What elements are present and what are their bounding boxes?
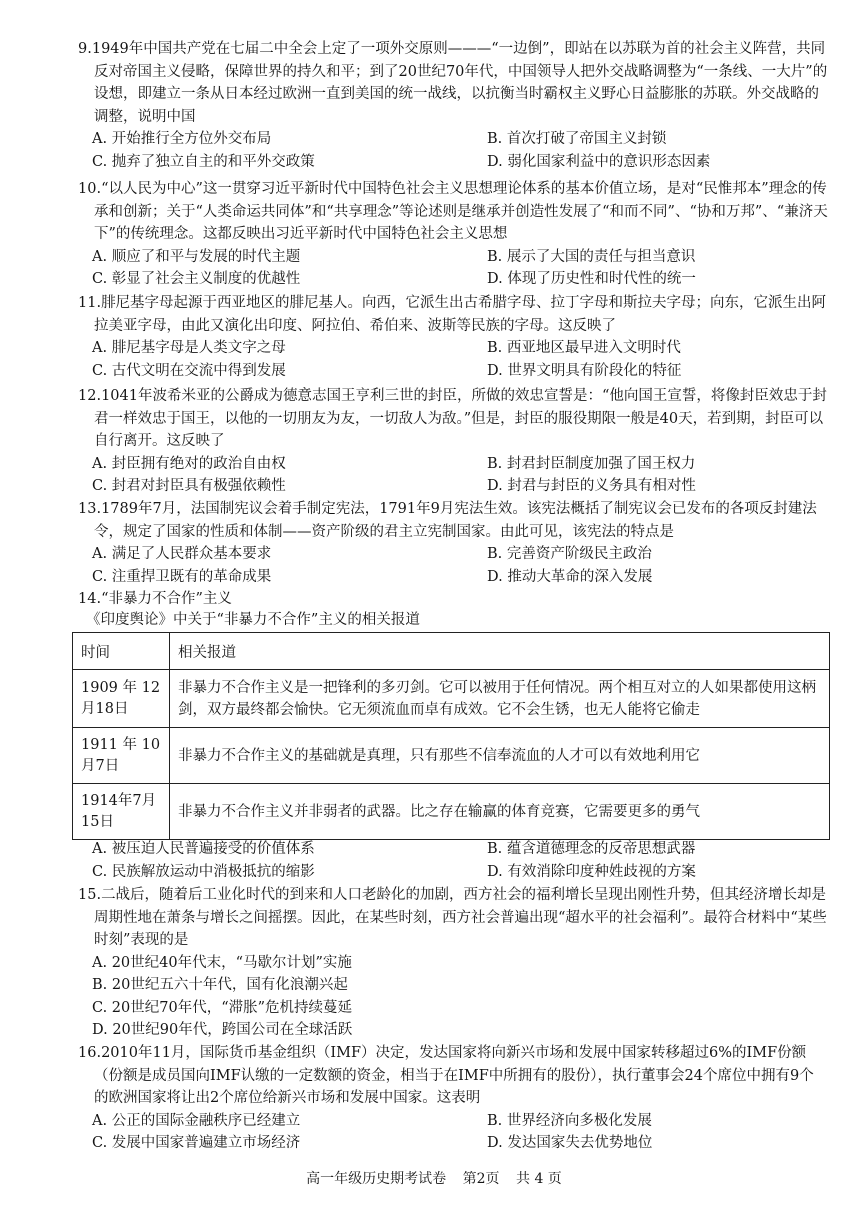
question-stem: 腓尼基字母起源于西亚地区的腓尼基人。向西，它派生出古希腊字母、拉丁字母和斯拉夫字母；向东，它派生出阿拉美亚字母，由此又演化出印度、阿拉伯、希伯来、波斯等民族的字母。这反映了 bbox=[94, 295, 827, 334]
options bbox=[78, 128, 828, 173]
footer-page-number: 第2页 bbox=[462, 1171, 500, 1187]
option-d[interactable]: D. 推动大革命的深入发展 bbox=[487, 568, 653, 585]
question-number: 13. bbox=[78, 501, 102, 517]
option-a[interactable]: A. 开始推行全方位外交布局 bbox=[92, 131, 272, 147]
table-header-row bbox=[73, 633, 830, 670]
table-cell-date: 1914年7月 15日 bbox=[73, 784, 170, 840]
option-b[interactable]: B. 蕴含道德理念的反帝思想武器 bbox=[487, 841, 696, 857]
option-c[interactable]: C. 古代文明在交流中得到发展 bbox=[92, 362, 286, 379]
question-10 bbox=[78, 178, 828, 291]
option-a[interactable]: A. 公正的国际金融秩序已经建立 bbox=[92, 1112, 301, 1129]
question-stem: 1041年波希米亚的公爵成为德意志国王亨利三世的封臣，所做的效忠宣誓是：“他向国王宣誓，将像封臣效忠于封君一样效忠于国王，以他的一切朋友为友，一切敌人为敌。”但是，封臣的服役期限一般是40天，若到期，封臣可以自行离开。这反映了 bbox=[94, 388, 827, 449]
option-c[interactable]: C. 注重捍卫既有的革命成果 bbox=[92, 568, 272, 585]
option-b[interactable]: B. 完善资产阶级民主政治 bbox=[487, 546, 652, 562]
table-header-date: 时间 bbox=[73, 633, 170, 670]
question-stem: 2010年11月，国际货币基金组织（IMF）决定，发达国家将向新兴市场和发展中国家转移超过6%的IMF份额（份额是成员国向IMF认缴的一定数额的资金，相当于在IMF中所拥有的股份），执行董事会24个席位中拥有9个的欧洲国家将让出2个席位给新兴市场和发展中国家。这表明 bbox=[94, 1045, 814, 1106]
option-b[interactable]: B. 西亚地区最早进入文明时代 bbox=[487, 340, 681, 356]
option-c[interactable]: C. 彰显了社会主义制度的优越性 bbox=[92, 271, 301, 287]
question-number: 15. bbox=[78, 887, 102, 903]
option-c[interactable]: C. 20世纪70年代，“滞胀”危机持续蔓延 bbox=[92, 999, 353, 1016]
option-b[interactable]: B. 封君封臣制度加强了国王权力 bbox=[487, 455, 696, 472]
table-caption: 《印度舆论》中关于“非暴力不合作”主义的相关报道 bbox=[86, 612, 420, 628]
question-15 bbox=[78, 884, 828, 1042]
option-d[interactable]: D. 发达国家失去优势地位 bbox=[487, 1135, 653, 1151]
option-d[interactable]: D. 体现了历史性和时代性的统一 bbox=[487, 271, 696, 287]
options bbox=[78, 952, 828, 1042]
option-c[interactable]: C. 抛弃了独立自主的和平外交政策 bbox=[92, 153, 315, 170]
table-cell-report: 非暴力不合作主义是一把锋利的多刃剑。它可以被用于任何情况。两个相互对立的人如果都使用这柄剑，双方最终都会愉快。它无须流血而卓有成效。它不会生锈，也无人能将它偷走 bbox=[170, 670, 830, 728]
table-header-report: 相关报道 bbox=[170, 633, 830, 670]
table-cell-report: 非暴力不合作主义的基础就是真理，只有那些不信奉流血的人才可以有效地利用它 bbox=[170, 728, 830, 784]
option-a[interactable]: A. 满足了人民群众基本要求 bbox=[92, 546, 272, 562]
option-c[interactable]: C. 民族解放运动中消极抵抗的缩影 bbox=[92, 863, 315, 880]
option-d[interactable]: D. 弱化国家利益中的意识形态因素 bbox=[487, 153, 711, 170]
table-row bbox=[73, 728, 830, 784]
option-a[interactable]: A. 腓尼基字母是人类文字之母 bbox=[92, 340, 286, 356]
question-13 bbox=[78, 498, 828, 588]
question-number: 14. bbox=[78, 591, 102, 607]
question-stem: 1949年中国共产党在七届二中全会上定了一项外交原则———“一边倒”，即站在以苏联为首的社会主义阵营，共同反对帝国主义侵略，保障世界的持久和平；到了20世纪70年代，中国领导人把外交战略调整为“一条线、一大片”的设想，即建立一条从日本经过欧洲一直到美国的统一战线，以抗衡当时霸权主义野心日益膨胀的苏联。外交战略的调整，说明中国 bbox=[91, 41, 828, 125]
question-16 bbox=[78, 1042, 828, 1155]
option-d[interactable]: D. 20世纪90年代，跨国公司在全球活跃 bbox=[92, 1022, 353, 1038]
page-footer bbox=[0, 1168, 868, 1188]
options bbox=[78, 337, 828, 382]
option-a[interactable]: A. 20世纪40年代末，“马歇尔计划”实施 bbox=[92, 954, 352, 971]
footer-total-pages: 共 4 页 bbox=[516, 1171, 562, 1187]
question-12 bbox=[78, 385, 828, 498]
option-b[interactable]: B. 首次打破了帝国主义封锁 bbox=[487, 131, 667, 147]
options bbox=[78, 543, 828, 588]
table-row bbox=[73, 670, 830, 728]
report-table bbox=[72, 632, 830, 840]
option-b[interactable]: B. 20世纪五六十年代，国有化浪潮兴起 bbox=[92, 977, 348, 993]
question-stem: “以人民为中心”这一贯穿习近平新时代中国特色社会主义思想理论体系的基本价值立场，是对“民惟邦本”理念的传承和创新；关于“人类命运共同体”和“共享理念”等论述则是继承并创造性发展了“和而不同”、“协和万邦”、“兼济天下”的传统理念。这都反映出习近平新时代中国特色社会主义思想 bbox=[94, 181, 828, 242]
option-a[interactable]: A. 被压迫人民普遍接受的价值体系 bbox=[92, 841, 315, 857]
question-9 bbox=[78, 38, 828, 173]
table-row bbox=[73, 784, 830, 840]
option-b[interactable]: B. 世界经济向多极化发展 bbox=[487, 1112, 652, 1129]
question-11 bbox=[78, 292, 828, 382]
question-number: 16. bbox=[78, 1045, 102, 1061]
option-b[interactable]: B. 展示了大国的责任与担当意识 bbox=[487, 248, 696, 265]
question-14 bbox=[78, 588, 828, 611]
question-stem: 1789年7月，法国制宪议会着手制定宪法，1791年9月宪法生效。该宪法概括了制宪议会已发布的各项反封建法令，规定了国家的性质和体制——资产阶级的君主立宪制国家。由此可见，该宪法的特点是 bbox=[94, 501, 817, 540]
options bbox=[78, 246, 828, 291]
question-number: 9. bbox=[78, 41, 92, 57]
table-cell-report: 非暴力不合作主义并非弱者的武器。比之存在输赢的体育竞赛，它需要更多的勇气 bbox=[170, 784, 830, 840]
option-c[interactable]: C. 封君对封臣具有极强依赖性 bbox=[92, 478, 286, 494]
option-c[interactable]: C. 发展中国家普遍建立市场经济 bbox=[92, 1135, 301, 1151]
question-14-options bbox=[78, 838, 828, 883]
table-cell-date: 1909 年 12 月18日 bbox=[73, 670, 170, 728]
option-a[interactable]: A. 顺应了和平与发展的时代主题 bbox=[92, 248, 301, 265]
option-d[interactable]: D. 封君与封臣的义务具有相对性 bbox=[487, 478, 696, 494]
question-number: 10. bbox=[78, 181, 102, 197]
options bbox=[78, 838, 828, 883]
options bbox=[78, 1110, 828, 1155]
footer-title: 高一年级历史期考试卷 bbox=[306, 1171, 447, 1187]
question-number: 12. bbox=[78, 388, 102, 404]
option-d[interactable]: D. 有效消除印度种姓歧视的方案 bbox=[487, 863, 696, 880]
question-stem: “非暴力不合作”主义 bbox=[101, 591, 232, 607]
option-d[interactable]: D. 世界文明具有阶段化的特征 bbox=[487, 362, 682, 379]
table-cell-date: 1911 年 10 月7日 bbox=[73, 728, 170, 784]
option-a[interactable]: A. 封臣拥有绝对的政治自由权 bbox=[92, 455, 286, 472]
question-stem: 二战后，随着后工业化时代的到来和人口老龄化的加剧，西方社会的福利增长呈现出刚性升势，但其经济增长却是周期性地在萧条与增长之间摇摆。因此，在某些时刻，西方社会普遍出现“超水平的社会福利”。最符合材料中“某些时刻”表现的是 bbox=[94, 887, 827, 948]
options bbox=[78, 453, 828, 498]
question-number: 11. bbox=[78, 295, 102, 311]
